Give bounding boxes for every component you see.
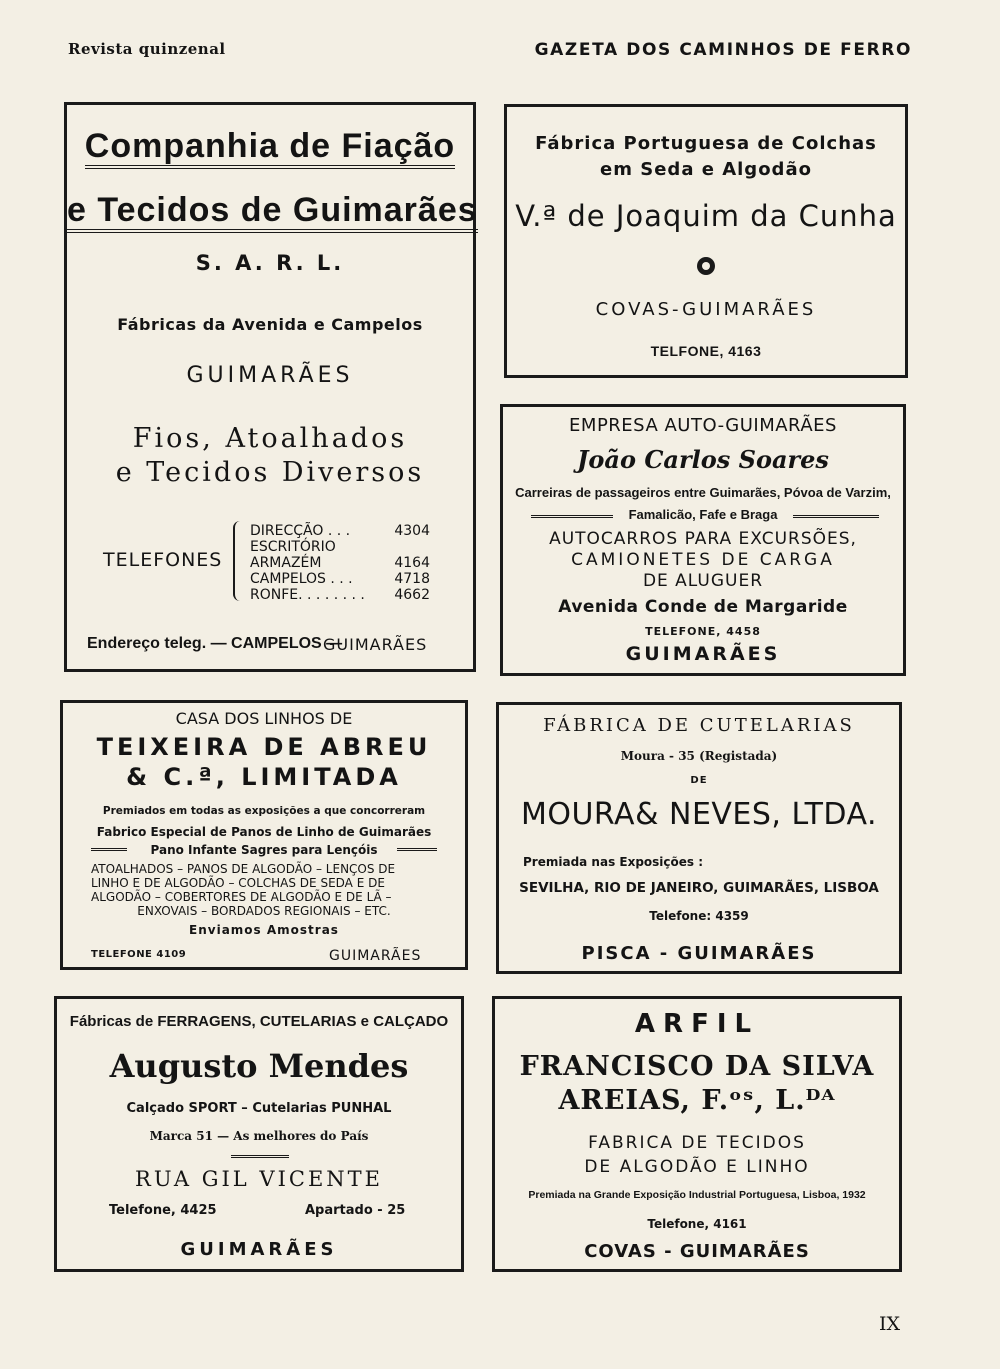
ad5-title: FÁBRICA DE CUTELARIAS — [543, 715, 855, 736]
ad2-line2: em Seda e Algodão — [600, 159, 812, 180]
ad6-street: RUA GIL VICENTE — [135, 1167, 383, 1191]
ad5-mark: Moura - 35 (Registada) — [620, 749, 778, 763]
ad2-line1: Fábrica Portuguesa de Colchas — [535, 133, 877, 154]
ad7-premiada: Premiada na Grande Exposição Industrial Portuguesa, Lisboa, 1932 — [528, 1189, 866, 1201]
ad1-phone-number: 4662 — [394, 587, 430, 603]
ad6-phone: Telefone, 4425 — [109, 1203, 217, 1218]
ad1-factories: Fábricas da Avenida e Campelos — [117, 315, 423, 334]
ad-moura-neves — [496, 702, 902, 974]
ad1-telefones-label: TELEFONES — [103, 549, 223, 571]
ad2-name: V.ª de Joaquim da Cunha — [515, 199, 897, 233]
ad1-phone-list — [250, 523, 430, 603]
ad4-city: GUIMARÃES — [329, 948, 422, 964]
magazine-subtitle: Revista quinzenal — [68, 40, 226, 58]
ad4-list2: LINHO E DE ALGODÃO – COLCHAS DE SEDA E DE — [91, 876, 385, 890]
ad7-name2: AREIAS, F.ᵒˢ, L.ᴰᴬ — [558, 1085, 836, 1116]
ad3-name: João Carlos Soares — [577, 445, 829, 474]
page-number: IX — [878, 1313, 900, 1335]
ad1-phone-number: 4164 — [394, 555, 430, 571]
ad1-phone-label: ESCRITÓRIO — [250, 539, 336, 555]
ad3-title: EMPRESA AUTO-GUIMARÃES — [569, 415, 837, 436]
ad5-phone: Telefone: 4359 — [649, 909, 749, 923]
ad-fabrica-colchas — [504, 104, 908, 378]
ad7-name1: FRANCISCO DA SILVA — [519, 1051, 875, 1082]
rosette-ornament-icon — [697, 257, 715, 275]
ad5-de: DE — [690, 775, 708, 786]
ad4-line1: Fabrico Especial de Panos de Linho de Guimarães — [96, 825, 432, 839]
ad6-rule — [231, 1155, 289, 1158]
ad6-box: Apartado - 25 — [305, 1203, 406, 1218]
ad4-samples: Enviamos Amostras — [189, 923, 339, 937]
ad4-premiados: Premiados em todas as exposições a que concorreram — [102, 805, 426, 817]
ad4-list1: ATOALHADOS – PANOS DE ALGODÃO – LENÇOS DE — [91, 862, 396, 876]
ad1-phone-label: CAMPELOS . . . — [250, 571, 353, 587]
ad3-line3: AUTOCARROS PARA EXCURSÕES, — [549, 529, 857, 549]
ad4-name2: & C.ª, LIMITADA — [126, 763, 402, 791]
ad-arfil — [492, 996, 902, 1272]
ad6-line2: Marca 51 — As melhores do País — [149, 1129, 369, 1143]
ad4-list4: ENXOVAIS – BORDADOS REGIONAIS – ETC. — [137, 904, 391, 918]
ad1-phone-label: DIRECÇÃO . . . — [250, 523, 351, 539]
ad4-phone: TELEFONE 4109 — [91, 949, 187, 960]
ad1-footer-city: GUIMARÃES — [323, 635, 428, 654]
ad1-phone-number: 4718 — [394, 571, 430, 587]
ad1-telegraph: Endereço teleg. — CAMPELOS — — [87, 635, 343, 652]
ad4-rule-right — [397, 848, 437, 851]
ad3-line1: Carreiras de passageiros entre Guimarães, Póvoa de Varzim, — [515, 485, 891, 500]
ad3-line4: CAMIONETES DE CARGA — [571, 550, 835, 570]
ad5-city: PISCA - GUIMARÃES — [581, 943, 817, 964]
ad2-city: COVAS-GUIMARÃES — [595, 299, 817, 320]
ad7-phone: Telefone, 4161 — [647, 1217, 747, 1231]
ad7-top: ARFIL — [634, 1009, 760, 1039]
ad3-rule-right — [793, 515, 879, 518]
ad3-city: GUIMARÃES — [625, 643, 781, 665]
ad3-line5: DE ALUGUER — [642, 571, 764, 591]
ad1-sarl: S. A. R. L. — [195, 251, 345, 275]
ad6-line1: Calçado SPORT – Cutelarias PUNHAL — [126, 1101, 392, 1116]
ad3-phone: TELEFONE, 4458 — [645, 625, 761, 638]
ad3-line2: Famalicão, Fafe e Braga — [628, 507, 778, 522]
ad1-brace — [233, 521, 240, 601]
ad4-top: CASA DOS LINHOS DE — [175, 709, 353, 728]
ad5-cities: SEVILHA, RIO DE JANEIRO, GUIMARÃES, LISBOA — [519, 880, 879, 896]
ad-companhia-fiacao — [64, 102, 476, 672]
ad4-line2: Pano Infante Sagres para Lençóis — [150, 843, 378, 857]
ad7-line1: FABRICA DE TECIDOS — [588, 1133, 806, 1153]
ad4-list3: ALGODÃO – COBERTORES DE ALGODÃO E DE LÃ – — [91, 890, 392, 904]
ad5-premiada: Premiada nas Exposições : — [523, 855, 704, 869]
ad4-name1: TEIXEIRA DE ABREU — [96, 733, 432, 761]
ad1-phone-label: RONFE. . . . . . . . — [250, 587, 365, 603]
ad5-name: MOURA& NEVES, LTDA. — [520, 797, 878, 832]
ad6-city: GUIMARÃES — [180, 1239, 338, 1260]
ad1-phone-number: 4304 — [394, 523, 430, 539]
ad-teixeira-abreu — [60, 700, 468, 970]
ad7-line2: DE ALGODÃO E LINHO — [584, 1157, 810, 1177]
ad1-city: GUIMARÃES — [186, 363, 354, 388]
ad1-products-line1: Fios, Atoalhados — [132, 423, 408, 454]
ad2-phone: TELFONE, 4163 — [650, 343, 762, 359]
magazine-title: GAZETA DOS CAMINHOS DE FERRO — [534, 40, 912, 60]
ad6-top: Fábricas de FERRAGENS, CUTELARIAS e CALÇADO — [69, 1013, 449, 1030]
ad7-city: COVAS - GUIMARÃES — [584, 1241, 810, 1262]
ad1-phone-label: ARMAZÉM — [250, 555, 322, 571]
ad1-title-line1: Companhia de Fiação — [85, 127, 455, 169]
ad-empresa-auto — [500, 404, 906, 676]
ad6-name: Augusto Mendes — [109, 1047, 409, 1085]
ad-augusto-mendes — [54, 996, 464, 1272]
ad1-title-line2: e Tecidos de Guimarães — [67, 191, 478, 233]
ad1-products-line2: e Tecidos Diversos — [115, 457, 425, 488]
ad3-address: Avenida Conde de Margaride — [558, 597, 848, 617]
